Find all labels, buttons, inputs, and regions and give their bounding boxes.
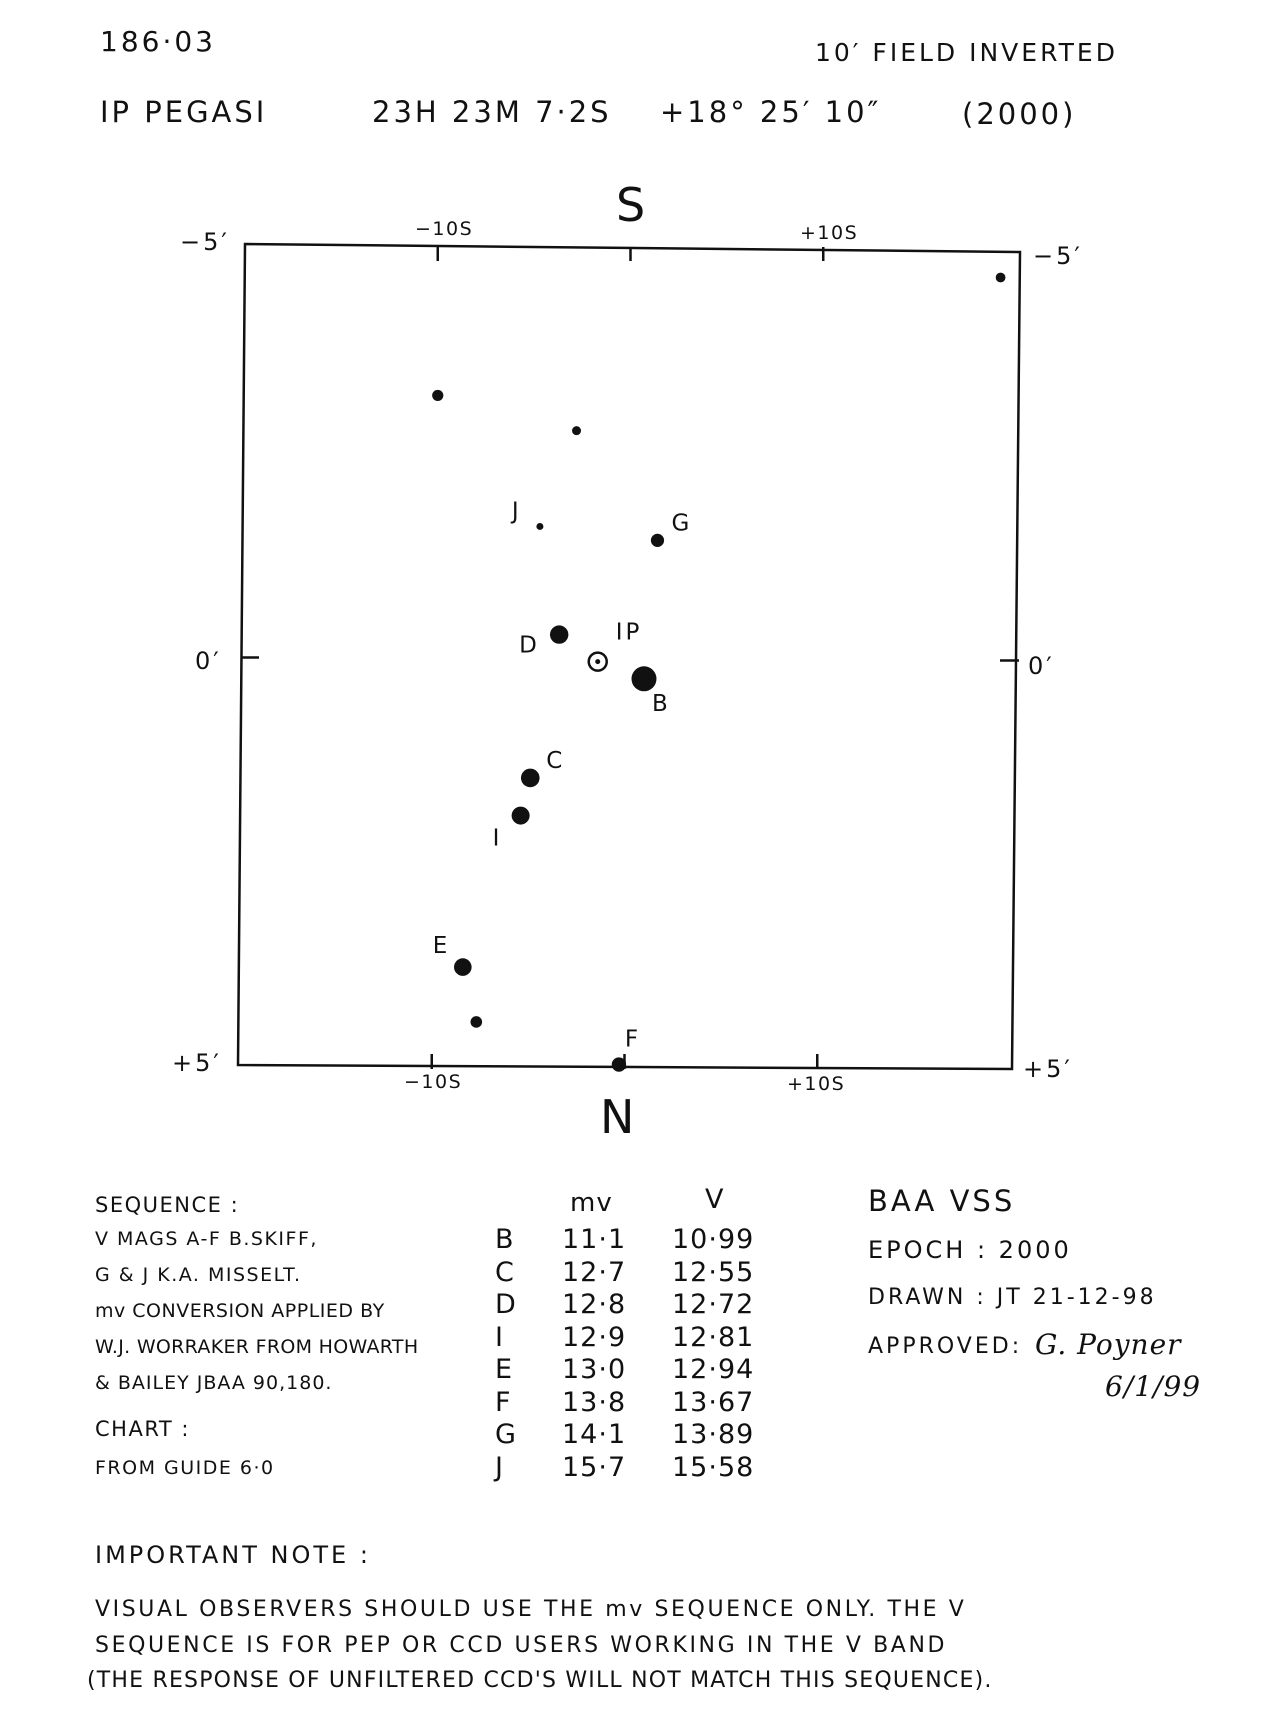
star-label-e: E	[432, 933, 451, 960]
table-cell-v: 12·55	[672, 1256, 755, 1288]
table-cell-mv: 12·7	[562, 1256, 627, 1288]
star-label-i: I	[492, 825, 503, 852]
y-label-bottom-right: +5′	[1023, 1055, 1073, 1083]
star-unlabelled	[432, 390, 443, 401]
y-label-bottom-left: +5′	[172, 1049, 222, 1077]
sequence-line: & BAILEY JBAA 90,180.	[95, 1372, 333, 1394]
epoch-note: (2000)	[962, 97, 1077, 131]
declination: +18° 25′ 10″	[660, 95, 882, 129]
sequence-heading: SEQUENCE :	[95, 1193, 240, 1217]
chart-source: FROM GUIDE 6·0	[95, 1457, 275, 1479]
table-cell-star: I	[495, 1321, 504, 1353]
baa-drawn: DRAWN : JT 21-12-98	[868, 1285, 1157, 1310]
table-cell-star: D	[495, 1289, 517, 1320]
star-label-j: J	[511, 498, 522, 525]
table-cell-star: G	[495, 1419, 517, 1450]
star-unlabelled	[471, 1016, 483, 1028]
table-cell-star: F	[495, 1386, 512, 1418]
baa-approved-label: APPROVED:	[868, 1334, 1023, 1359]
approval-date: 6/1/99	[1105, 1370, 1202, 1403]
note-line: VISUAL OBSERVERS SHOULD USE THE mv SEQUENCE ONLY. THE V	[95, 1597, 967, 1622]
chart-ticks	[242, 247, 1019, 1069]
star-unlabelled	[996, 273, 1006, 283]
y-label-mid-left: 0′	[195, 647, 222, 675]
star-b	[631, 666, 656, 691]
star-f	[612, 1057, 626, 1071]
star-label-b: B	[651, 690, 671, 717]
star-d	[550, 625, 568, 643]
direction-north: N	[600, 1090, 635, 1144]
table-cell-star: C	[495, 1256, 515, 1288]
table-cell-mv: 15·7	[562, 1451, 627, 1483]
table-cell-v: 10·99	[672, 1224, 755, 1255]
table-cell-v: 13·67	[672, 1386, 755, 1418]
chart-frame	[238, 244, 1020, 1069]
x-tick-bottom-plus: +10S	[787, 1073, 846, 1095]
star-j	[536, 523, 543, 530]
y-label-mid-right: 0′	[1028, 652, 1055, 680]
table-cell-v: 12·72	[672, 1289, 755, 1320]
star-label-c: C	[546, 747, 566, 774]
table-cell-star: B	[495, 1224, 515, 1255]
x-tick-bottom-minus: −10S	[404, 1071, 463, 1093]
sequence-line: mv CONVERSION APPLIED BY	[95, 1300, 385, 1322]
field-note: 10′ FIELD INVERTED	[815, 38, 1118, 67]
y-label-top-right: −5′	[1033, 242, 1083, 270]
table-cell-mv: 13·8	[562, 1386, 627, 1418]
variable-star-center	[595, 659, 600, 664]
column-header-mv: mv	[570, 1188, 613, 1218]
star-c	[521, 769, 540, 788]
table-cell-mv: 11·1	[562, 1224, 627, 1255]
sequence-line: V MAGS A-F B.SKIFF,	[95, 1228, 318, 1250]
sequence-line: W.J. WORRAKER FROM HOWARTH	[95, 1336, 419, 1358]
table-cell-mv: 12·8	[562, 1289, 627, 1320]
baa-epoch: EPOCH : 2000	[868, 1236, 1072, 1264]
table-cell-mv: 12·9	[562, 1321, 627, 1353]
star-unlabelled	[572, 426, 581, 435]
chart-number: 186·03	[100, 25, 216, 58]
note-heading: IMPORTANT NOTE :	[95, 1541, 371, 1569]
star-label-ip: IP	[615, 619, 643, 646]
approver-signature: G. Poyner	[1035, 1328, 1182, 1361]
star-markers	[432, 273, 1005, 1072]
star-label-g: G	[671, 510, 693, 537]
chart-heading: CHART :	[95, 1417, 190, 1441]
note-line: (THE RESPONSE OF UNFILTERED CCD'S WILL NOT MATCH THIS SEQUENCE).	[87, 1668, 993, 1693]
star-label-d: D	[519, 632, 540, 659]
star-e	[454, 958, 472, 976]
table-cell-v: 13·89	[672, 1419, 755, 1450]
table-cell-v: 15·58	[672, 1451, 755, 1483]
baa-org: BAA VSS	[868, 1184, 1016, 1218]
column-header-v: V	[705, 1184, 725, 1215]
table-cell-mv: 13·0	[562, 1354, 627, 1385]
star-g	[651, 534, 664, 547]
chart-labels	[433, 498, 693, 1052]
note-line: SEQUENCE IS FOR PEP OR CCD USERS WORKING IN THE V BAND	[95, 1633, 948, 1658]
star-label-f: F	[624, 1026, 642, 1053]
table-cell-star: E	[495, 1354, 514, 1385]
right-ascension: 23H 23M 7·2S	[372, 95, 612, 129]
x-tick-top-minus: −10S	[415, 218, 474, 240]
sequence-line: G & J K.A. MISSELT.	[95, 1264, 302, 1286]
table-cell-v: 12·94	[672, 1354, 755, 1385]
x-tick-top-plus: +10S	[800, 222, 859, 244]
table-cell-star: J	[495, 1451, 504, 1483]
y-label-top-left: −5′	[180, 228, 230, 256]
table-cell-v: 12·81	[672, 1321, 755, 1353]
star-name: IP PEGASI	[100, 95, 268, 129]
table-cell-mv: 14·1	[562, 1419, 627, 1450]
star-i	[512, 807, 530, 825]
direction-south: S	[616, 178, 646, 232]
